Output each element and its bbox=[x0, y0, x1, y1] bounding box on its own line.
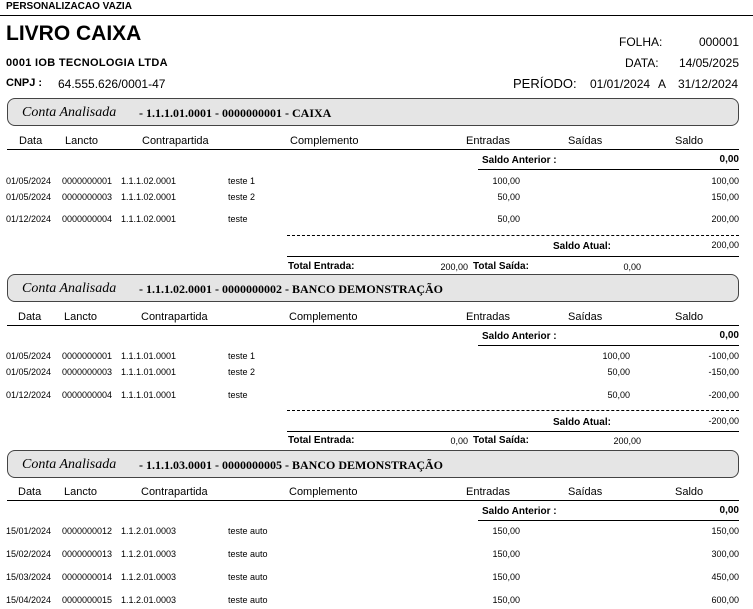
column-rule bbox=[7, 325, 739, 326]
col-contrapartida: Contrapartida bbox=[141, 311, 208, 323]
saldo-atual-label: Saldo Atual: bbox=[553, 417, 611, 428]
row-complemento: teste 1 bbox=[228, 351, 256, 361]
periodo-separator: A bbox=[658, 77, 667, 91]
row-data: 15/02/2024 bbox=[6, 549, 52, 559]
total-saida-value: 0,00 bbox=[623, 262, 641, 272]
row-saldo: 150,00 bbox=[711, 526, 739, 536]
col-data: Data bbox=[18, 486, 42, 498]
account-header bbox=[7, 450, 739, 478]
col-entradas: Entradas bbox=[466, 311, 511, 323]
row-complemento: teste bbox=[228, 390, 248, 400]
row-complemento: teste bbox=[228, 214, 248, 224]
dashed-rule bbox=[287, 410, 739, 411]
row-complemento: teste 2 bbox=[228, 367, 256, 377]
column-rule bbox=[7, 500, 739, 501]
row-lancto: 0000000015 bbox=[62, 595, 113, 605]
row-contrapartida: 1.1.2.01.0003 bbox=[121, 549, 177, 559]
row-data: 01/05/2024 bbox=[6, 192, 52, 202]
row-data: 01/05/2024 bbox=[6, 351, 52, 361]
col-saldo: Saldo bbox=[675, 135, 704, 147]
row-data: 15/03/2024 bbox=[6, 572, 52, 582]
row-lancto: 0000000003 bbox=[62, 192, 113, 202]
row-saldo: 200,00 bbox=[711, 214, 739, 224]
saldo-anterior-label: Saldo Anterior : bbox=[482, 331, 557, 342]
row-contrapartida: 1.1.2.01.0003 bbox=[121, 595, 177, 605]
folha-label: FOLHA: bbox=[619, 35, 663, 49]
row-contrapartida: 1.1.1.02.0001 bbox=[121, 176, 177, 186]
col-data: Data bbox=[18, 311, 42, 323]
cnpj-value: 64.555.626/0001-47 bbox=[58, 77, 166, 91]
col-complemento: Complemento bbox=[289, 311, 358, 323]
row-lancto: 0000000003 bbox=[62, 367, 113, 377]
saldo-atual-label: Saldo Atual: bbox=[553, 241, 611, 252]
col-saldo: Saldo bbox=[675, 486, 704, 498]
row-data: 15/01/2024 bbox=[6, 526, 52, 536]
page-title: LIVRO CAIXA bbox=[6, 22, 142, 45]
total-saida-value: 200,00 bbox=[613, 436, 641, 446]
row-data: 01/05/2024 bbox=[6, 176, 52, 186]
row-complemento: teste auto bbox=[228, 549, 268, 559]
col-saidas: Saídas bbox=[568, 311, 603, 323]
saldo-atual-value: -200,00 bbox=[708, 416, 739, 426]
row-lancto: 0000000014 bbox=[62, 572, 113, 582]
col-complemento: Complemento bbox=[290, 135, 359, 147]
total-entrada-label: Total Entrada: bbox=[288, 261, 355, 272]
col-entradas: Entradas bbox=[466, 486, 511, 498]
cnpj-label: CNPJ : bbox=[6, 77, 43, 89]
row-lancto: 0000000004 bbox=[62, 390, 113, 400]
col-lancto: Lancto bbox=[64, 311, 98, 323]
row-saldo: 100,00 bbox=[711, 176, 739, 186]
row-contrapartida: 1.1.2.01.0003 bbox=[121, 526, 177, 536]
col-contrapartida: Contrapartida bbox=[141, 486, 208, 498]
row-data: 01/12/2024 bbox=[6, 214, 52, 224]
column-rule bbox=[7, 149, 739, 150]
row-contrapartida: 1.1.2.01.0003 bbox=[121, 572, 177, 582]
row-contrapartida: 1.1.1.02.0001 bbox=[121, 214, 177, 224]
row-saldo: 300,00 bbox=[711, 549, 739, 559]
periodo-label: PERÍODO: bbox=[513, 76, 577, 91]
row-lancto: 0000000012 bbox=[62, 526, 113, 536]
row-lancto: 0000000004 bbox=[62, 214, 113, 224]
saldo-anterior-value: 0,00 bbox=[719, 330, 739, 341]
row-contrapartida: 1.1.1.01.0001 bbox=[121, 390, 177, 400]
row-saida: 50,00 bbox=[607, 390, 630, 400]
company-name: 0001 IOB TECNOLOGIA LTDA bbox=[6, 57, 168, 69]
row-contrapartida: 1.1.1.01.0001 bbox=[121, 351, 177, 361]
account-label: Conta Analisada bbox=[22, 105, 117, 120]
row-entrada: 50,00 bbox=[497, 214, 520, 224]
row-saldo: 600,00 bbox=[711, 595, 739, 605]
saldo-anterior-rule bbox=[478, 520, 739, 521]
periodo-inicio: 01/01/2024 bbox=[590, 77, 651, 91]
account-label: Conta Analisada bbox=[22, 457, 117, 472]
data-label: DATA: bbox=[625, 56, 659, 70]
row-saldo: -200,00 bbox=[708, 390, 739, 400]
row-complemento: teste 1 bbox=[228, 176, 256, 186]
row-saldo: -100,00 bbox=[708, 351, 739, 361]
saldo-anterior-label: Saldo Anterior : bbox=[482, 155, 557, 166]
row-complemento: teste 2 bbox=[228, 192, 256, 202]
row-lancto: 0000000001 bbox=[62, 176, 113, 186]
col-contrapartida: Contrapartida bbox=[142, 135, 209, 147]
row-complemento: teste auto bbox=[228, 526, 268, 536]
row-data: 01/05/2024 bbox=[6, 367, 52, 377]
col-saidas: Saídas bbox=[568, 135, 603, 147]
row-entrada: 150,00 bbox=[492, 549, 520, 559]
row-saldo: 450,00 bbox=[711, 572, 739, 582]
row-data: 15/04/2024 bbox=[6, 595, 52, 605]
row-entrada: 150,00 bbox=[492, 526, 520, 536]
col-saldo: Saldo bbox=[675, 311, 704, 323]
col-lancto: Lancto bbox=[64, 486, 98, 498]
row-saida: 100,00 bbox=[602, 351, 630, 361]
saldo-anterior-value: 0,00 bbox=[719, 154, 739, 165]
periodo-fim: 31/12/2024 bbox=[678, 77, 739, 91]
row-contrapartida: 1.1.1.01.0001 bbox=[121, 367, 177, 377]
row-saldo: 150,00 bbox=[711, 192, 739, 202]
row-contrapartida: 1.1.1.02.0001 bbox=[121, 192, 177, 202]
saldo-atual-rule bbox=[287, 431, 739, 432]
row-data: 01/12/2024 bbox=[6, 390, 52, 400]
row-complemento: teste auto bbox=[228, 572, 268, 582]
account-code: - 1.1.1.03.0001 - 0000000005 - BANCO DEMONSTRAÇÃO bbox=[139, 458, 443, 472]
account-code: - 1.1.1.01.0001 - 0000000001 - CAIXA bbox=[139, 106, 332, 120]
account-label: Conta Analisada bbox=[22, 281, 117, 296]
account-code: - 1.1.1.02.0001 - 0000000002 - BANCO DEMONSTRAÇÃO bbox=[139, 282, 443, 296]
data-value: 14/05/2025 bbox=[678, 56, 739, 70]
saldo-anterior-rule bbox=[478, 345, 739, 346]
folha-value: 000001 bbox=[698, 35, 739, 49]
saldo-atual-rule bbox=[287, 256, 739, 257]
row-lancto: 0000000013 bbox=[62, 549, 113, 559]
saldo-anterior-label: Saldo Anterior : bbox=[482, 506, 557, 517]
total-entrada-label: Total Entrada: bbox=[288, 435, 355, 446]
row-saida: 50,00 bbox=[607, 367, 630, 377]
account-header bbox=[7, 274, 739, 302]
row-complemento: teste auto bbox=[228, 595, 268, 605]
row-entrada: 50,00 bbox=[497, 192, 520, 202]
row-entrada: 150,00 bbox=[492, 572, 520, 582]
row-saldo: -150,00 bbox=[708, 367, 739, 377]
row-entrada: 100,00 bbox=[492, 176, 520, 186]
row-lancto: 0000000001 bbox=[62, 351, 113, 361]
col-complemento: Complemento bbox=[289, 486, 358, 498]
total-entrada-value: 0,00 bbox=[450, 436, 468, 446]
col-lancto: Lancto bbox=[65, 135, 99, 147]
dashed-rule bbox=[287, 235, 739, 236]
header-rule bbox=[0, 15, 753, 16]
saldo-atual-value: 200,00 bbox=[711, 240, 739, 250]
personalization-label: PERSONALIZACAO VAZIA bbox=[6, 1, 132, 12]
col-data: Data bbox=[19, 135, 43, 147]
total-saida-label: Total Saída: bbox=[473, 261, 529, 272]
saldo-anterior-rule bbox=[478, 169, 739, 170]
account-header bbox=[7, 98, 739, 126]
col-entradas: Entradas bbox=[466, 135, 511, 147]
row-entrada: 150,00 bbox=[492, 595, 520, 605]
total-entrada-value: 200,00 bbox=[440, 262, 468, 272]
total-saida-label: Total Saída: bbox=[473, 435, 529, 446]
saldo-anterior-value: 0,00 bbox=[719, 505, 739, 516]
col-saidas: Saídas bbox=[568, 486, 603, 498]
